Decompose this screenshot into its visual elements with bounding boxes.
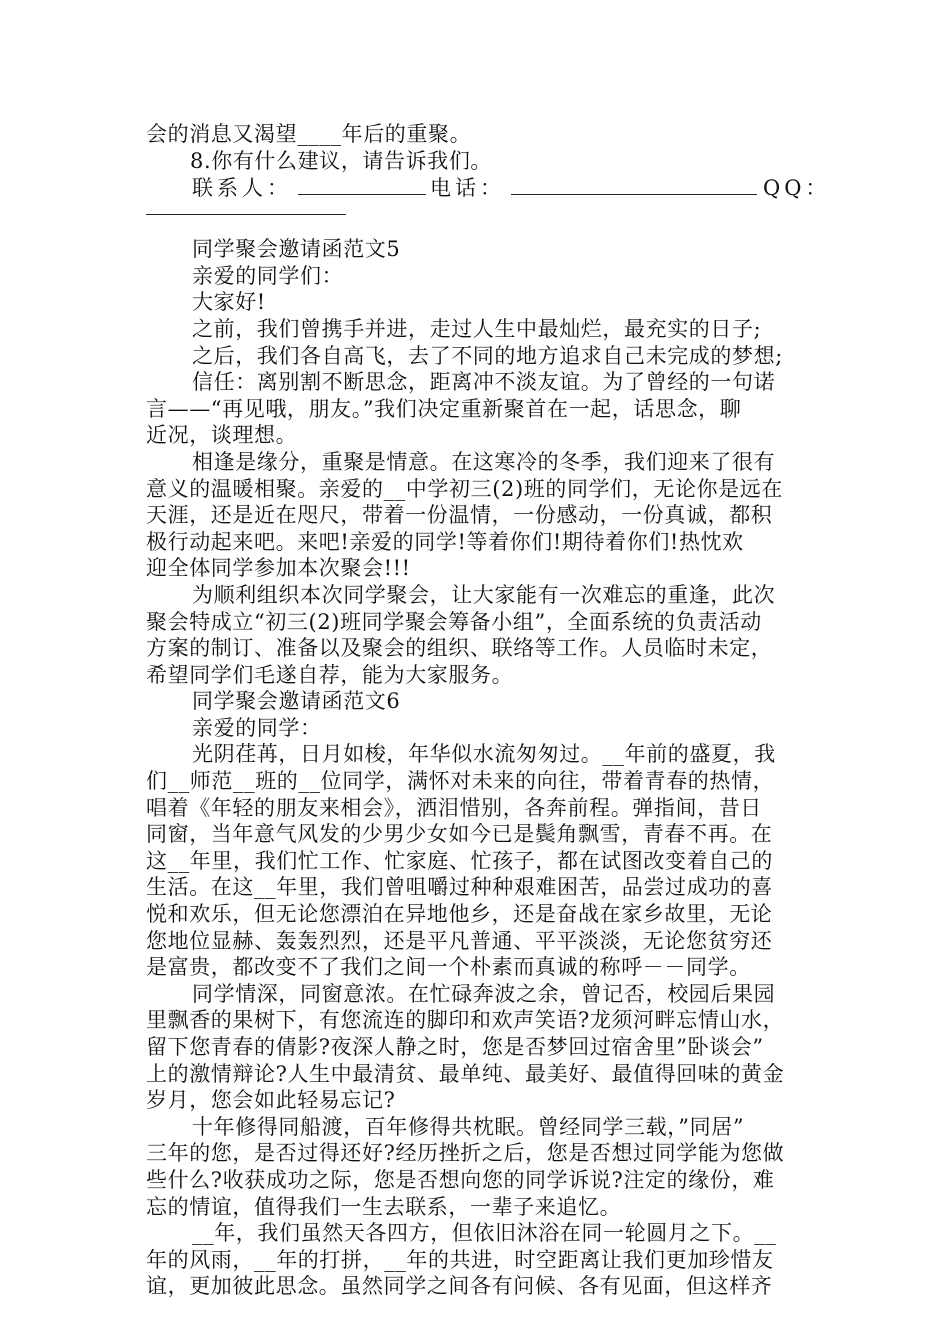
text-line: 同窗，当年意气风发的少男少女如今已是鬓角飘雪，青春不再。在 [146, 822, 773, 847]
text-line: 之后，我们各自高飞，去了不同的地方追求自己未完成的梦想; [192, 343, 783, 368]
document-page [146, 121, 831, 1300]
text-line: 信任：离别割不断思念，距离冲不淡友谊。为了曾经的一句诺 [192, 370, 776, 395]
text-line: 相逢是缘分，重聚是情意。在这寒冷的冬季，我们迎来了很有 [192, 449, 776, 474]
text-line: 三年的您，是否过得还好?经历挫折之后，您是否想过同学能为您做 [146, 1141, 785, 1166]
qq-field [146, 208, 346, 215]
text-line: 里飘香的果树下，有您流连的脚印和欢声笑语?龙须河畔忘情山水， [146, 1008, 785, 1033]
text-line: 迎全体同学参加本次聚会!!! [146, 556, 411, 581]
text-line: 聚会特成立“初三(2)班同学聚会筹备小组”，全面系统的负责活动 [146, 609, 762, 634]
text-line: 意义的温暖相聚。亲爱的__中学初三(2)班的同学们，无论你是远在 [146, 476, 783, 501]
text-line: 之前，我们曾携手并进，走过人生中最灿烂，最充实的日子; [192, 316, 762, 341]
text-line: 希望同学们毛遂自荐，能为大家服务。 [146, 662, 514, 687]
text-line: 忘的情谊，值得我们一生去联系，一辈子来追忆。 [146, 1194, 622, 1219]
text-line: 十年修得同船渡，百年修得共枕眠。曾经同学三载，”同居” [192, 1114, 745, 1139]
text-line: 们__师范__班的__位同学，满怀对未来的向往，带着青春的热情， [146, 769, 775, 794]
text-line: 唱着《年轻的朋友来相会》，洒泪惜别，各奔前程。弹指间，昔日 [146, 795, 762, 820]
text-line: 上的激情辩论?人生中最清贫、最单纯、最美好、最值得回味的黄金 [146, 1061, 785, 1086]
text-line: __年，我们虽然天各四方，但依旧沐浴在同一轮圆月之下。__ [192, 1221, 777, 1246]
text-line: 岁月，您会如此轻易忘记? [146, 1088, 396, 1113]
text-line: 天涯，还是近在咫尺，带着一份温情，一份感动，一份真诚，都积 [146, 503, 773, 528]
text-line: 大家好! [192, 290, 266, 315]
text-line: 年的风雨，__年的打拼，__年的共进，时空距离让我们更加珍惜友 [146, 1247, 774, 1272]
contact-person-label: 联系人： [192, 176, 292, 201]
text-line: 光阴荏苒，日月如梭，年华似水流匆匆过。__年前的盛夏，我 [192, 742, 776, 767]
qq-label: QQ： [763, 176, 831, 201]
text-line: 极行动起来吧。来吧!亲爱的同学!等着你们!期待着你们!热忱欢 [146, 529, 744, 554]
contact-person-field [298, 174, 426, 195]
greeting: 亲爱的同学们： [192, 263, 344, 288]
text-line: 是富贵，都改变不了我们之间一个朴素而真诚的称呼－－同学。 [146, 955, 751, 980]
text-line: 留下您青春的倩影?夜深人静之时，您是否梦回过宿舍里”卧谈会” [146, 1035, 764, 1059]
text-line: 这__年里，我们忙工作、忙家庭、忙孩子，都在试图改变着自己的 [146, 848, 773, 873]
text-line: 悦和欢乐，但无论您漂泊在异地他乡，还是奋战在家乡故里，无论 [146, 902, 773, 927]
contact-row [146, 174, 831, 208]
text-line: 生活。在这__年里，我们曾咀嚼过种种艰难困苦，品尝过成功的喜 [146, 875, 773, 900]
text-line: 您地位显赫、轰轰烈烈，还是平凡普通、平平淡淡，无论您贫穷还 [146, 928, 773, 953]
text-line: 些什么?收获成功之际，您是否想向您的同学诉说?注定的缘份，难 [146, 1167, 775, 1192]
text-line: 为顺利组织本次同学聚会，让大家能有一次难忘的重逢，此次 [192, 582, 776, 607]
text-line: 方案的制订、准备以及聚会的组织、联络等工作。人员临时未定， [146, 636, 773, 661]
text-line: 同学情深，同窗意浓。在忙碌奔波之余，曾记否，校园后果园 [192, 981, 776, 1006]
text-line: 近况，谈理想。 [146, 423, 298, 448]
text-line: 会的消息又渴望____年后的重聚。 [146, 122, 472, 146]
greeting: 亲爱的同学： [192, 715, 322, 740]
text-line: 8.你有什么建议，请告诉我们。 [190, 148, 493, 173]
text-line: 谊，更加彼此思念。虽然同学之间各有问候、各有见面，但这样齐 [146, 1274, 773, 1299]
phone-field [511, 174, 757, 195]
phone-label: 电话： [430, 176, 505, 201]
section-title: 同学聚会邀请函范文6 [192, 689, 401, 714]
text-line: 言——“再见哦，朋友。”我们决定重新聚首在一起，话思念，聊 [146, 396, 742, 421]
section-title: 同学聚会邀请函范文5 [192, 237, 401, 262]
qq-field-row [146, 208, 810, 236]
